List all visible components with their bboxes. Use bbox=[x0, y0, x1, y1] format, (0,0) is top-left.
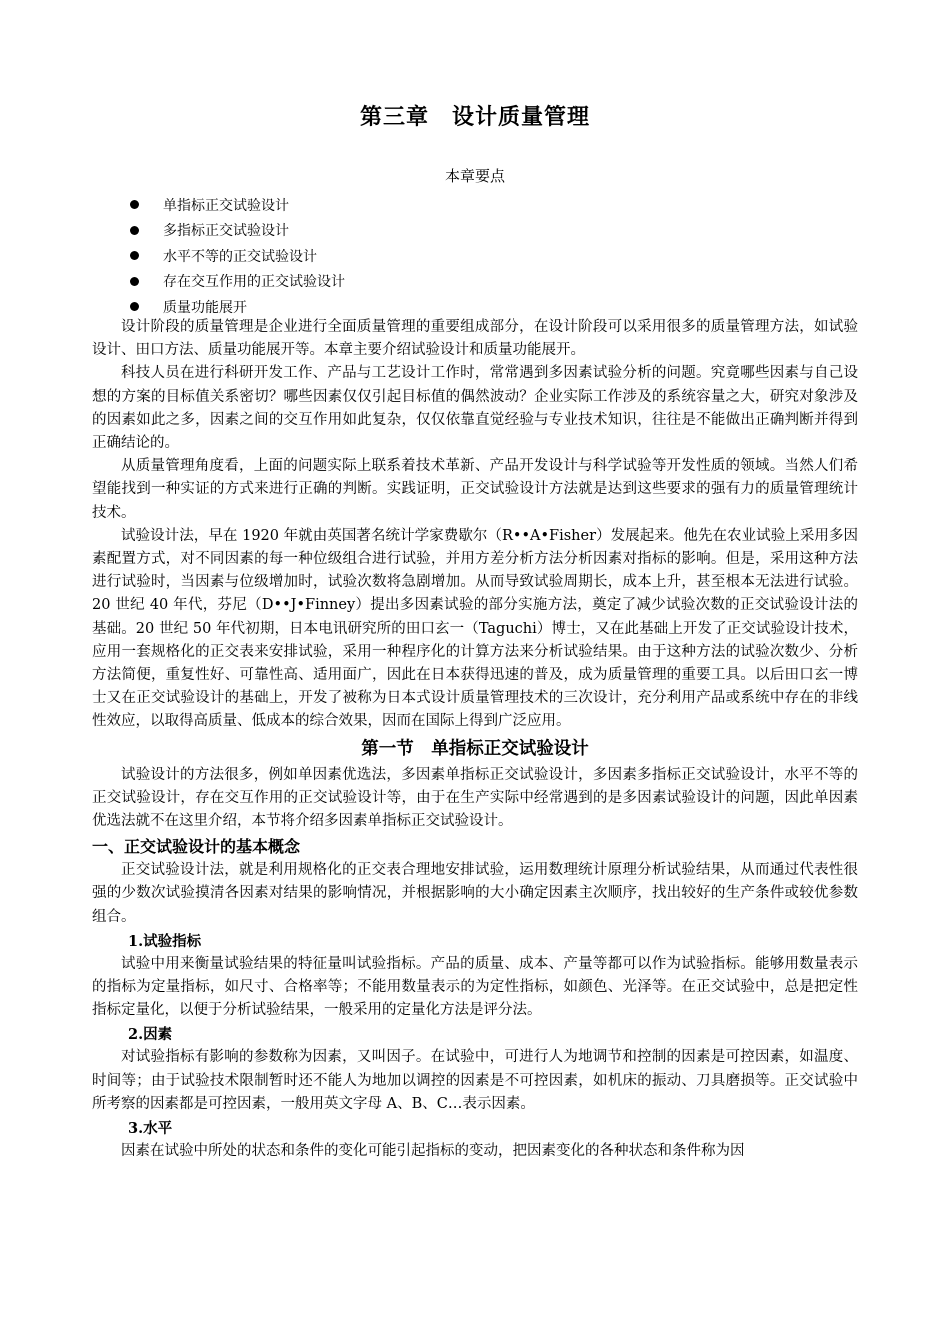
item-paragraph: 因素在试验中所处的状态和条件的变化可能引起指标的变动，把因素变化的各种状态和条件称为因 bbox=[121, 1143, 745, 1160]
intro-paragraph: 从质量管理角度看，上面的问题实际上联系着技术革新、产品开发设计与科学试验等开发性质的领域。当然人们希望能找到一种实证的方式来进行正确的判断。实践证明，正交试验设计方法就是达到这些要求的强有力的质量管理统计技术。 bbox=[92, 458, 858, 521]
item-heading: 3.水平 bbox=[128, 1120, 173, 1138]
intro-paragraph: 科技人员在进行科研开发工作、产品与工艺设计工作时，常常遇到多因素试验分析的问题。究竟哪些因素与自己设想的方案的目标值关系密切？哪些因素仅仅引起目标值的偶然波动？企业实际工作涉及的系统容量之大，研究对象涉及的因素如此之多，因素之间的交互作用如此复杂，仅仅依靠直觉经验与专业技术知识，往往是不能做出正确判断并得到正确结论的。 bbox=[92, 365, 858, 452]
bullet-dot-icon bbox=[130, 226, 139, 235]
item-paragraph: 试验中用来衡量试验结果的特征量叫试验指标。产品的质量、成本、产量等都可以作为试验指标。能够用数量表示的指标为定量指标，如尺寸、合格率等；不能用数量表示的为定性指标，如颜色、光泽等。在正交试验中，总是把定性指标定量化，以便于分析试验结果，一般采用的定量化方法是评分法。 bbox=[92, 955, 858, 1019]
key-point-text: 多指标正交试验设计 bbox=[163, 223, 289, 240]
intro-paragraph: 设计阶段的质量管理是企业进行全面质量管理的重要组成部分，在设计阶段可以采用很多的质量管理方法，如试验设计、田口方法、质量功能展开等。本章主要介绍试验设计和质量功能展开。 bbox=[92, 319, 858, 359]
key-points-list bbox=[130, 192, 345, 320]
bullet-dot-icon bbox=[130, 302, 139, 311]
key-point-text: 单指标正交试验设计 bbox=[163, 197, 289, 214]
key-point-item bbox=[130, 218, 345, 244]
section-heading: 第一节 单指标正交试验设计 bbox=[361, 738, 589, 759]
item-heading: 2.因素 bbox=[128, 1026, 173, 1044]
bullet-dot-icon bbox=[130, 200, 139, 209]
section-paragraph: 试验设计的方法很多，例如单因素优选法，多因素单指标正交试验设计，多因素多指标正交试验设计，水平不等的正交试验设计，存在交互作用的正交试验设计等，由于在生产实际中经常遇到的是多因素试验设计的问题，因此单因素优选法就不在这里介绍，本节将介绍多因素单指标正交试验设计。 bbox=[92, 766, 858, 830]
subsection-heading: 一、正交试验设计的基本概念 bbox=[92, 837, 301, 857]
key-point-item bbox=[130, 269, 345, 295]
key-points-heading: 本章要点 bbox=[444, 167, 505, 185]
item-paragraph: 对试验指标有影响的参数称为因素，又叫因子。在试验中，可进行人为地调节和控制的因素是可控因素，如温度、时间等；由于试验技术限制暂时还不能人为地加以调控的因素是不可控因素，如机床的振动、刀具磨损等。正交试验中所考察的因素都是可控因素，一般用英文字母 A、B、C…表示因素。 bbox=[92, 1049, 858, 1112]
key-point-text: 存在交互作用的正交试验设计 bbox=[163, 274, 345, 291]
key-point-text: 水平不等的正交试验设计 bbox=[163, 248, 317, 265]
bullet-dot-icon bbox=[130, 251, 139, 260]
body-text bbox=[92, 316, 858, 1163]
bullet-dot-icon bbox=[130, 277, 139, 286]
item-heading: 1.试验指标 bbox=[128, 932, 202, 950]
key-point-item bbox=[130, 243, 345, 269]
chapter-title: 第三章 设计质量管理 bbox=[359, 104, 590, 130]
key-point-text: 质量功能展开 bbox=[163, 299, 247, 316]
subsection-paragraph: 正交试验设计法，就是利用规格化的正交表合理地安排试验，运用数理统计原理分析试验结果，从而通过代表性很强的少数次试验摸清各因素对结果的影响情况，并根据影响的大小确定因素主次顺序，找出较好的生产条件或较优参数组合。 bbox=[92, 862, 858, 925]
intro-paragraph: 试验设计法，早在 1920 年就由英国著名统计学家费歇尔（R••A•Fisher）发展起来。他先在农业试验上采用多因素配置方式，对不同因素的每一种位级组合进行试验，并用方差分析方法分析因素对指标的影响。但是，采用这种方法进行试验时，当因素与位级增加时，试验次数将急剧增加。从而导致试验周期长，成本上升，甚至根本无法进行试验。20 世纪 40 年代，芬尼（D••J•Finney）提出多因素试验的部分实施方法，奠定了减少试验次数的正交试验设计法的基础。20 世纪 50 年代初期，日本电讯研究所的田口玄一（Taguchi）博士，又在此基础上开发了正交试验设计技术，应用一套规格化的正交表来安排试验，采用一种程序化的计算方法来分析试验结果。由于这种方法的试验次数少、分析方法简便，重复性好、可靠性高、适用面广，因此在日本获得迅速的普及，成为质量管理的重要工具。以后田口玄一博士又在正交试验设计的基础上，开发了被称为日本式设计质量管理技术的三次设计，充分利用产品或系统中存在的非线性效应，以取得高质量、低成本的综合效果，因而在国际上得到广泛应用。 bbox=[92, 527, 858, 730]
key-point-item bbox=[130, 192, 345, 218]
